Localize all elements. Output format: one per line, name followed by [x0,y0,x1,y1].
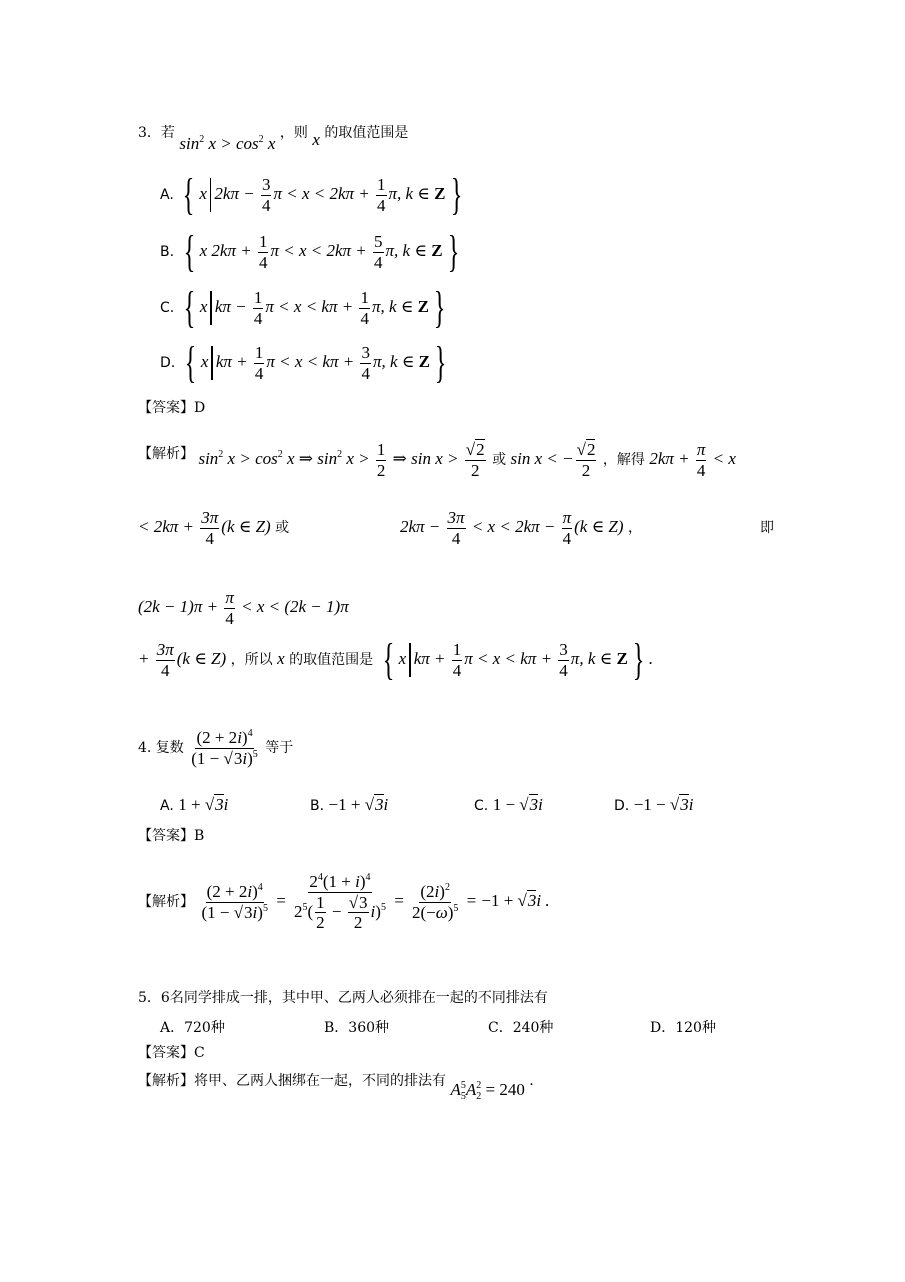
q4-option-c-label: C. [474,798,489,814]
q4-option-a-label: A. [160,798,174,814]
q5-option-d: D．120种 [650,1020,716,1036]
q4-explanation [138,872,550,933]
q4-expression: $\frac{(2 + 2i)^4}{(1 - √3i)^5}$ [191,728,258,768]
q3-explanation-line2 [138,508,289,548]
option-b-formula: { x 2kπ + $\frac{1}{4}$ π < x < 2kπ + $\frac{5}{4}$ π, k ∈ Z } [183,227,459,277]
q4-option-a [160,795,228,815]
q4-option-b [310,795,388,815]
q4-option-b-value: −1 + √3i [328,795,389,814]
q4-derivation: $\frac{(2 + 2i)^4}{(1 - √3i)^5}$ = $2^4(1 + i)^4$ $2^5$( $\frac{1}{2}$ − $\frac{√3}{2}$ i)$^5$ = $\frac{(2i)^2}{2(-\omega)^5}$ = −1 + √3i . [201,872,550,933]
q3-or-2: 或 [275,519,290,536]
q5-period: . [529,1073,534,1089]
q5-explanation: 【解析】将甲、乙两人捆绑在一起，不同的排法有 [138,1073,446,1089]
q3-number: 3．若 [138,125,175,141]
q3-answer: 【答案】D [138,400,206,416]
q3-explanation-label: 【解析】 [138,445,194,462]
q3-derivation-6: (2k − 1)π + $\frac{\pi}{4}$ < x < (2k − 1)π [138,588,349,628]
q3-solve: ，解得 [602,451,645,468]
q5-option-b: B．360种 [324,1020,390,1036]
q3-explanation-line2b [400,508,642,548]
q5-result: = 240 [485,1080,525,1099]
option-d-formula: { x kπ + $\frac{1}{4}$ π < x < kπ + $\frac{3}{4}$ π, k ∈ Z } [184,338,447,388]
q4-option-a-value: 1 + √3i [178,795,229,814]
q3-option-c [160,283,450,333]
q3-then: ，则 [279,125,308,141]
q3-option-a [160,170,467,220]
q3-derivation-7: + $\frac{3\pi}{4}$ (k ∈ Z) [138,640,227,680]
q3-explanation-line3 [138,588,349,628]
q3-so: ，所以 [230,651,273,668]
option-c-formula: { x kπ − $\frac{1}{4}$ π < x < kπ + $\frac{1}{4}$ π, k ∈ Z } [183,283,446,333]
q3-variable: x [312,130,320,149]
q3-comma: ， [628,519,642,536]
option-d-label: D. [160,354,176,371]
q3-derivation-5: 2kπ − $\frac{3\pi}{4}$ < x < 2kπ − $\frac{\pi}{4}$ (k ∈ Z) [400,508,624,548]
q3-option-d [160,338,451,388]
q3-derivation-4: < 2kπ + $\frac{3\pi}{4}$ (k ∈ Z) [138,508,271,548]
q3-tail: 的取值范围是 [324,125,409,141]
q3-derivation-1: $\sin^2 x > \cos^2 x$ ⇒ $\sin^2 x$ > $\frac{1}{2}$ ⇒ sin x > $\frac{√2}{2}$ [198,440,485,480]
q5-option-a: A．720种 [160,1020,225,1036]
q3-explanation-line4 [138,635,654,685]
q3-option-b [160,227,464,277]
q3-explanation-line1 [138,440,736,480]
q4-explanation-label: 【解析】 [138,894,194,911]
q3-derivation-3: 2kπ + $\frac{\pi}{4}$ < x [649,440,736,480]
option-c-label: C. [160,299,175,316]
q3-x: x [277,648,285,668]
q4-option-b-label: B. [310,798,325,814]
q3-final-set: { x kπ + $\frac{1}{4}$ π < x < kπ + $\frac{3}{4}$ π, k ∈ Z } . [382,635,654,685]
q3-condition: $\sin^2 x > \cos^2 x$ [179,134,276,153]
option-a-label: A. [160,186,174,203]
q5-option-c: C．240种 [488,1020,554,1036]
q5-question: 5．6名同学排成一排，其中甲、乙两人必须排在一起的不同排法有 [138,990,548,1006]
q3-range: 的取值范围是 [289,651,374,668]
option-a-formula: { x 2kπ − $\frac{3}{4}$ π < x < 2kπ + $\frac{1}{4}$ π, k ∈ Z } [182,170,462,220]
q4-option-d-label: D. [614,798,630,814]
q3-or-1: 或 [492,451,507,468]
option-b-label: B. [160,243,175,260]
q4-option-c-value: 1 − √3i [492,795,543,814]
q3-ji: 即 [760,520,774,536]
q4-option-c [474,795,543,815]
q3-stem [138,122,409,153]
q5-formula: $A^5_5A^2_2 = 240$ [450,1080,525,1102]
q5-answer: 【答案】C [138,1045,205,1061]
q3-derivation-2: sin x < − $\frac{√2}{2}$ [510,440,596,480]
q5-explanation-line [138,1070,534,1102]
q4-option-d-value: −1 − √3i [633,795,694,814]
q4-number: 4. 复数 [138,739,184,756]
q4-option-d [614,795,693,815]
q4-tail: 等于 [265,739,294,756]
q4-answer: 【答案】B [138,828,205,844]
q4-stem [138,728,293,768]
